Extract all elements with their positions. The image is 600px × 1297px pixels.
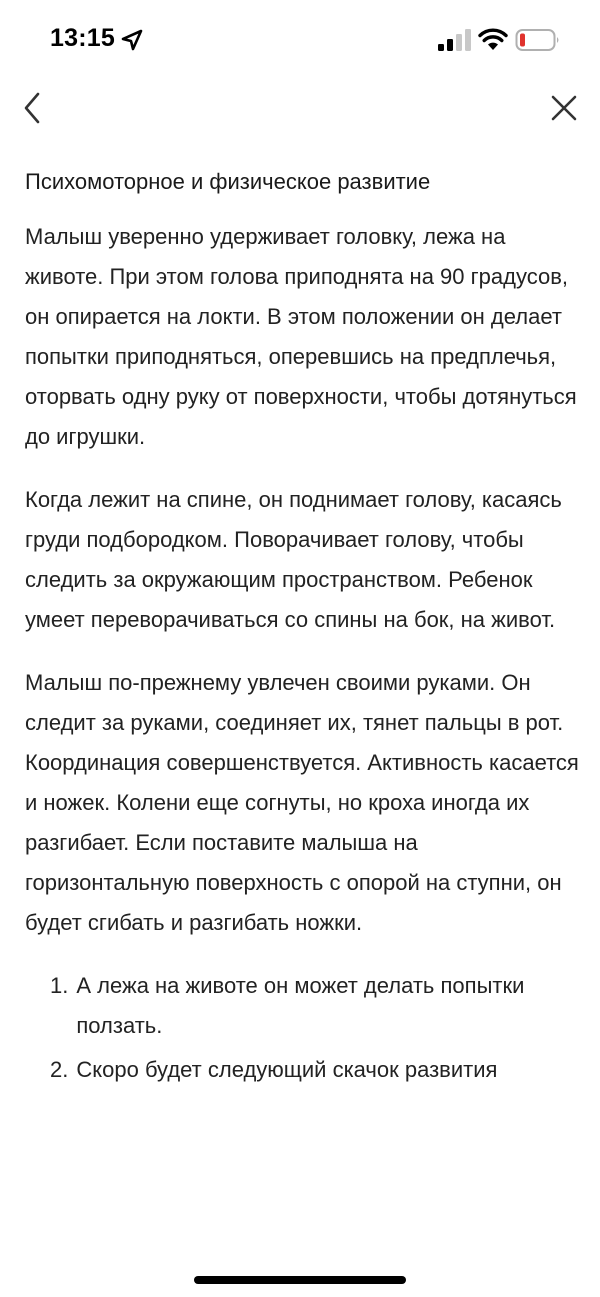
list-item-number: 2. <box>50 1057 69 1082</box>
list-item-number: 1. <box>50 973 69 998</box>
status-time: 13:15 <box>50 24 115 52</box>
battery-low-icon <box>515 27 561 53</box>
navigation-bar <box>0 80 600 136</box>
list-item <box>50 966 580 1046</box>
home-indicator[interactable] <box>194 1276 406 1284</box>
close-button[interactable] <box>544 88 584 128</box>
list-item-text: А лежа на животе он может делать попытки ползать. <box>76 973 525 1038</box>
section-title: Психомоторное и физическое развитие <box>25 169 431 194</box>
status-bar <box>0 0 600 80</box>
cellular-signal-icon <box>437 28 471 52</box>
list-item-text: Скоро будет следующий скачок развития <box>76 1057 498 1082</box>
location-arrow-icon <box>120 28 144 52</box>
article-paragraph: Малыш по-прежнему увлечен своими руками. Он следит за руками, соединяет их, тянет пальцы в рот. Координация совершенствуется. Активность касается и ножек. Колени еще согнуты, но кроха иногда их разгибает. Если поставите малыша на горизонтальную поверхность с опорой на ступни, он будет сгибать и разгибать ножки. <box>25 670 579 935</box>
article-content <box>25 160 580 1240</box>
numbered-list <box>25 966 580 1090</box>
wifi-icon <box>478 26 508 52</box>
article-paragraph: Когда лежит на спине, он поднимает голову, касаясь груди подбородком. Поворачивает голову, чтобы следить за окружающим пространством. Ребенок умеет переворачиваться со спины на бок, на живот. <box>25 487 562 632</box>
article-paragraph: Малыш уверенно удерживает головку, лежа на животе. При этом голова приподнята на 90 градусов, он опирается на локти. В этом положении он делает попытки приподняться, оперевшись на предплечья, оторвать одну руку от поверхности, чтобы дотянуться до игрушки. <box>25 224 577 449</box>
list-item <box>50 1050 580 1090</box>
back-button[interactable] <box>16 88 50 128</box>
